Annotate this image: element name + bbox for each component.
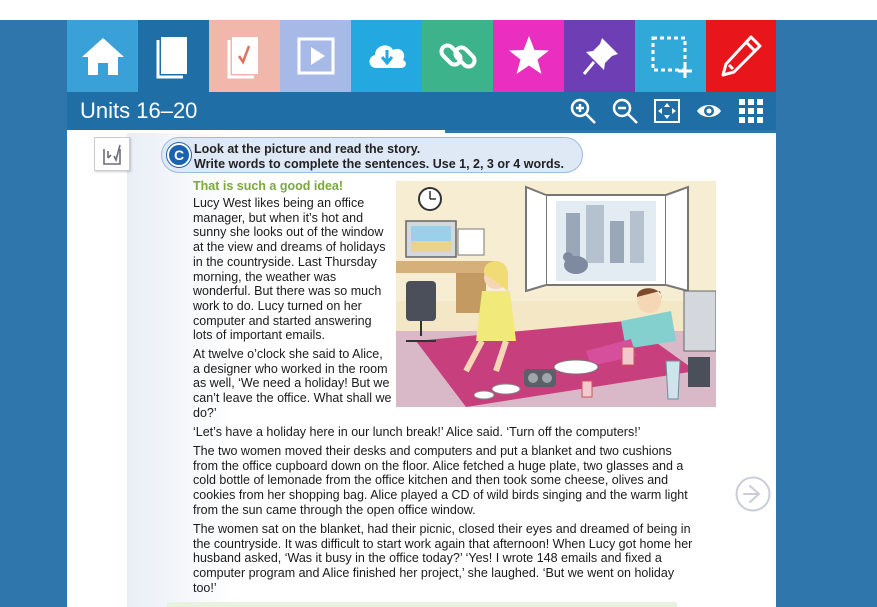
instruction-line-1: Look at the picture and read the story. [194,142,421,156]
select-area-button[interactable] [635,20,706,92]
app-frame [67,20,776,607]
view-controls [568,96,766,126]
grid-icon [737,97,765,125]
draw-button[interactable] [706,20,776,92]
workbook-button[interactable] [209,20,280,92]
fit-screen-icon [653,97,681,125]
story-paragraph-5: The women sat on the blanket, had their picnic, closed their eyes and dreamed of being in the countryside. It was difficult to start work again that afternoon! When Lucy got home her husband asked, ‘Was it busy in the office today?’ ‘Yes! I wrote 148 emails and fixed a computer program and Alice finished her project,’ she laughed. ‘But we went on holiday too!’ [193,522,693,595]
video-button[interactable] [280,20,351,92]
checklist-button[interactable] [94,137,130,171]
pencil-icon [717,32,765,80]
book-button[interactable] [138,20,209,92]
story-title: That is such a good idea! [193,179,344,193]
pin-icon [576,32,624,80]
story-paragraph-1: Lucy West likes being an office manager, but when it’s hot and sunny she looks out of the window at the view and dreams of holidays in the countryside. Last Thursday morning, the weather was wonderful. But there was so much work to do. Lucy turned on her computer and started answering lots of important emails. [193,196,386,343]
zoom-out-button[interactable] [610,96,640,126]
eye-icon [695,97,723,125]
zoom-in-icon [569,97,597,125]
arrow-right-icon[interactable] [735,476,771,512]
page-title: Units 16–20 [80,98,198,123]
link-icon [434,32,482,80]
home-button[interactable] [67,20,138,92]
exercise-instruction [161,137,583,173]
download-button[interactable] [351,20,422,92]
book-page [67,133,776,607]
home-icon [79,32,127,80]
story-paragraph-4: The two women moved their desks and computers and put a blanket and two cushions from the office cupboard down on the floor. Alice fetched a huge plate, two glasses and a cold bottle of lemonade from the office kitchen and then took some cheese, olives and cookies from her shopping bag. Alice played a CD of wild birds singing and the warm light from the sun came through the open office window. [193,444,688,517]
title-bar [67,92,776,130]
right-background [776,20,877,607]
left-background [0,20,67,607]
show-answers-button[interactable] [694,96,724,126]
workbook-icon [221,32,269,80]
favourites-button[interactable] [493,20,564,92]
instruction-line-2: Write words to complete the sentences. Use 1, 2, 3 or 4 words. [194,157,565,171]
links-button[interactable] [422,20,493,92]
pages-grid-button[interactable] [736,96,766,126]
book-icon [150,32,198,80]
story-illustration [396,181,716,407]
selection-icon [647,32,695,80]
bottom-strip [167,602,677,607]
zoom-out-icon [611,97,639,125]
fit-screen-button[interactable] [652,96,682,126]
pin-button[interactable] [564,20,635,92]
cloud-download-icon [363,32,411,80]
toolbar [67,20,776,92]
checklist-icon [100,142,124,166]
exercise-letter: C [167,143,191,167]
star-icon [505,32,553,80]
play-icon [292,32,340,80]
story-paragraph-3: ‘Let’s have a holiday here in our lunch break!’ Alice said. ‘Turn off the computers!’ [193,425,641,439]
story-paragraph-2: At twelve o’clock she said to Alice, a designer who worked in the room as well, ‘We need a holiday! But we can’t leave the office. What shall we do?’ [193,347,392,420]
zoom-in-button[interactable] [568,96,598,126]
